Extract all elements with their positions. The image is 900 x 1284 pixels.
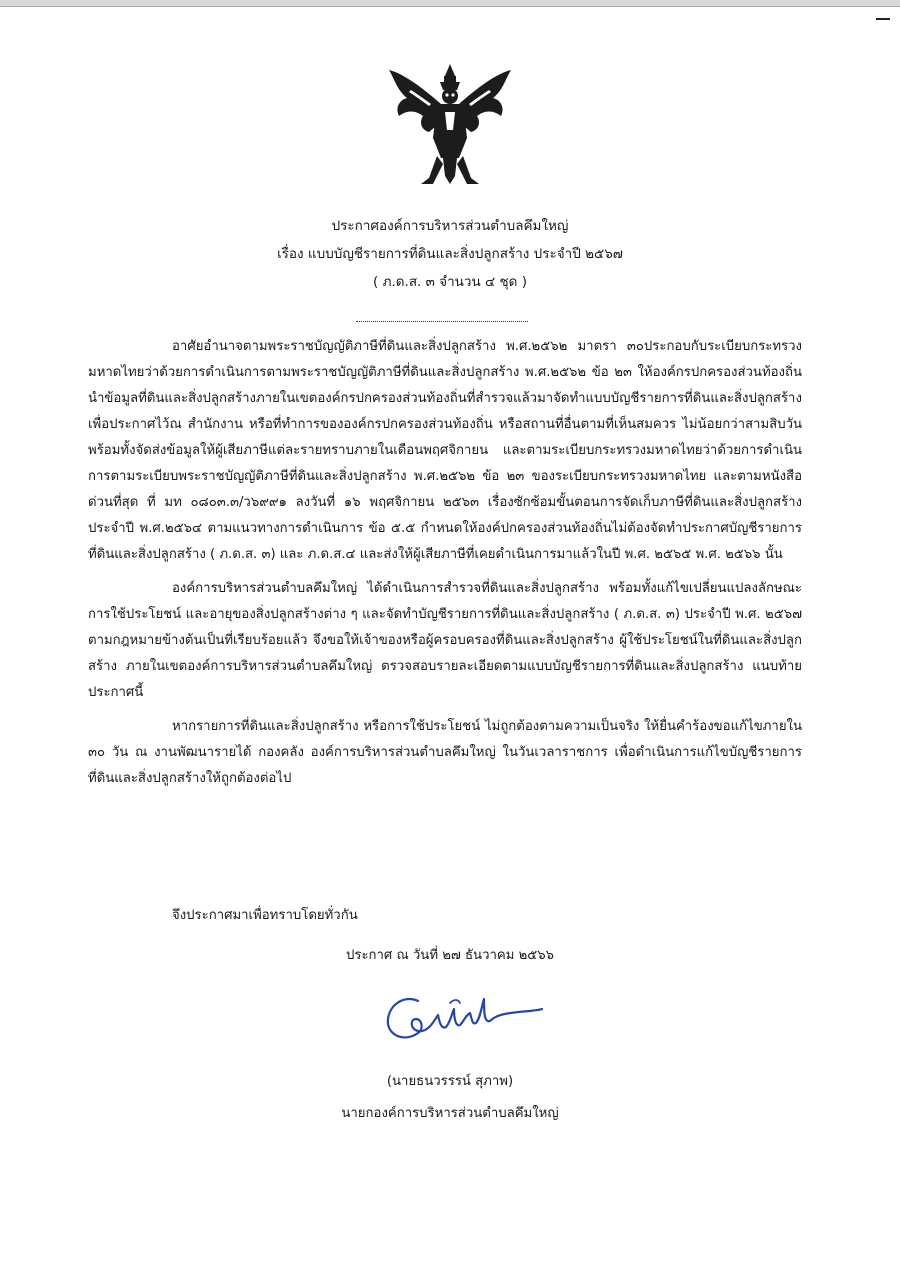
signer-name: (นายธนวรรรน์ สุภาพ) <box>386 1074 514 1089</box>
document-body <box>88 334 802 800</box>
viewer-top-border <box>0 0 900 7</box>
announcement-title: ประกาศองค์การบริหารส่วนตำบลคึมใหญ่ <box>331 218 569 234</box>
minimize-mark <box>876 18 890 20</box>
proclamation-line: จึงประกาศมาเพื่อทราบโดยทั่วกัน <box>172 908 358 923</box>
paragraph-survey: องค์การบริหารส่วนตำบลคึมใหญ่ ได้ดำเนินการสำรวจที่ดินและสิ่งปลูกสร้าง พร้อมทั้งแก้ไขเปลี่ยนแปลงลักษณะการใช้ประโยชน์ และอายุของสิ่งปลูกสร้างต่าง ๆ และจัดทำบัญชีรายการที่ดินและสิ่งปลูกสร้าง ( ภ.ด.ส. ๓) ประจำปี พ.ศ. ๒๕๖๗ ตามกฎหมายข้างต้นเป็นที่เรียบร้อยแล้ว จึงขอให้เจ้าของหรือผู้ครอบครองที่ดินและสิ่งปลูกสร้าง ผู้ใช้ประโยชน์ในที่ดินและสิ่งปลูกสร้าง ภายในเขตองค์การบริหารส่วนตำบลคึมใหญ่ ตรวจสอบรายละเอียดตามแบบบัญชีรายการที่ดินและสิ่งปลูกสร้าง แนบท้ายประกาศนี้ <box>88 581 802 700</box>
header-divider <box>356 321 528 322</box>
paragraph-correction: หากรายการที่ดินและสิ่งปลูกสร้าง หรือการใช้ประโยชน์ ไม่ถูกต้องตามความเป็นจริง ให้ยื่นคำร้องขอแก้ไขภายใน ๓๐ วัน ณ งานพัฒนารายได้ กองคลัง องค์การบริหารส่วนตำบลคึมใหญ่ ในวันเวลาราชการ เพื่อดำเนินการแก้ไขบัญชีรายการที่ดินและสิ่งปลูกสร้างให้ถูกต้องต่อไป <box>88 719 802 786</box>
garuda-emblem-icon <box>385 60 515 190</box>
announcement-subject: เรื่อง แบบบัญชีรายการที่ดินและสิ่งปลูกสร้าง ประจำปี ๒๕๖๗ <box>277 246 623 262</box>
announcement-date: ประกาศ ณ วันที่ ๒๗ ธันวาคม ๒๕๖๖ <box>345 948 555 963</box>
signer-title: นายกองค์การบริหารส่วนตำบลคึมใหญ่ <box>341 1106 559 1121</box>
paragraph-legal-basis: อาศัยอำนาจตามพระราชบัญญัติภาษีที่ดินและสิ่งปลูกสร้าง พ.ศ.๒๕๖๒ มาตรา ๓๐ประกอบกับระเบียบกระทรวงมหาดไทยว่าด้วยการดำเนินการตามพระราชบัญญัติภาษีที่ดินและสิ่งปลูกสร้าง พ.ศ.๒๕๖๒ ข้อ ๒๓ ให้องค์กรปกครองส่วนท้องถิ่นนำข้อมูลที่ดินและสิ่งปลูกสร้างภายในเขตองค์กรปกครองส่วนท้องถิ่นที่สำรวจแล้วมาจัดทำแบบบัญชีรายการที่ดินและสิ่งปลูกสร้าง เพื่อประกาศไว้ณ สำนักงาน หรือที่ทำการขององค์กรปกครองส่วนท้องถิ่น หรือสถานที่อื่นตามที่เห็นสมควร ไม่น้อยกว่าสามสิบวัน พร้อมทั้งจัดส่งข้อมูลให้ผู้เสียภาษีแต่ละรายทราบภายในเดือนพฤศจิกายน และตามระเบียบกระทรวงมหาดไทยว่าด้วยการดำเนินการตามระเบียบพระราชบัญญัติภาษีที่ดินและสิ่งปลูกสร้าง พ.ศ.๒๕๖๒ ข้อ ๒๓ ของระเบียบกระทรวงมหาดไทย และตามหนังสือ ด่วนที่สุด ที่ มท ๐๘๐๓.๓/ว๖๙๙๑ ลงวันที่ ๑๖ พฤศจิกายน ๒๕๖๓ เรื่องซักซ้อมขั้นตอนการจัดเก็บภาษีที่ดินและสิ่งปลูกสร้างประจำปี พ.ศ.๒๕๖๔ ตามแนวทางการดำเนินการ ข้อ ๕.๕ กำหนดให้องค์ปกครองส่วนท้องถิ่นไม่ต้องจัดทำประกาศบัญชีรายการที่ดินและสิ่งปลูกสร้าง ( ภ.ด.ส. ๓) และ ภ.ด.ส.๔ และส่งให้ผู้เสียภาษีที่เคยดำเนินการมาแล้วในปี พ.ศ. ๒๕๖๕ พ.ศ. ๒๕๖๖ นั้น <box>88 339 802 562</box>
signature-icon <box>380 985 550 1055</box>
document-header <box>0 212 900 296</box>
signer-block <box>0 1066 900 1130</box>
form-reference: ( ภ.ด.ส. ๓ จำนวน ๔ ชุด ) <box>373 274 527 290</box>
